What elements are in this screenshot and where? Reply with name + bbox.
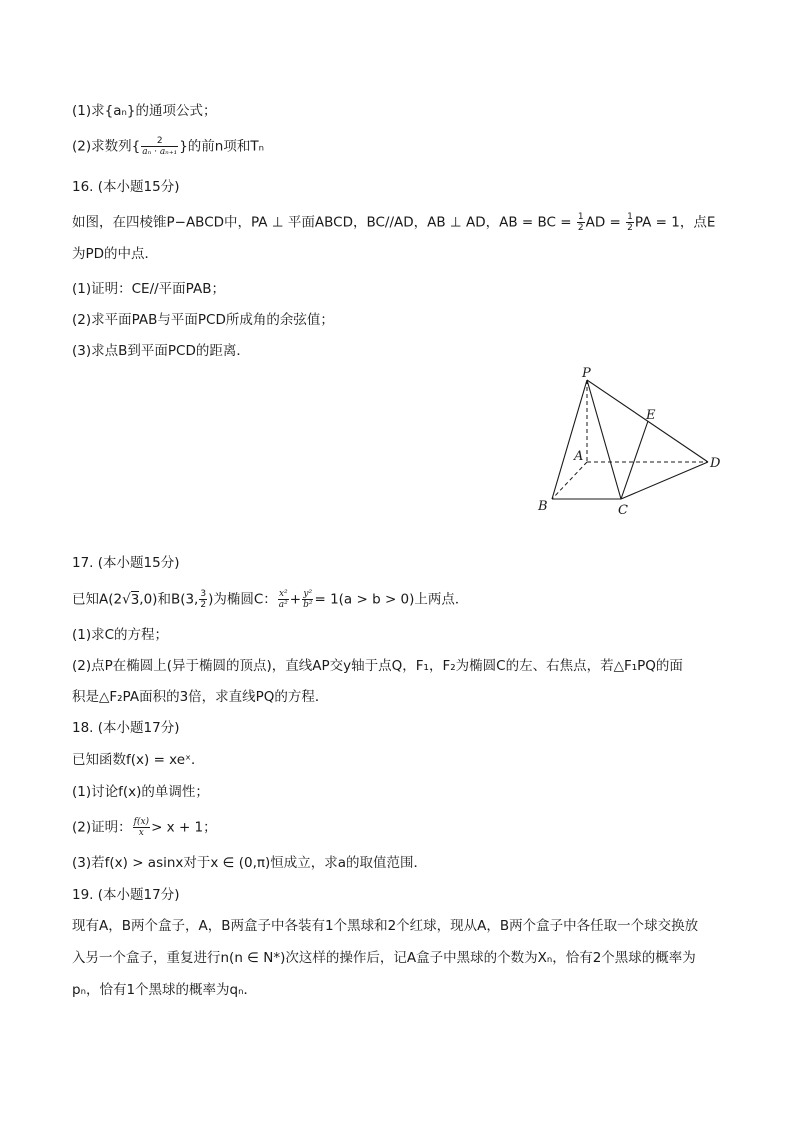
label-C: C bbox=[618, 503, 628, 518]
pyramid-figure bbox=[530, 362, 730, 522]
q18-stem: 已知函数f(x) = xeˣ． bbox=[72, 752, 205, 768]
q16-stem-c: PA = 1，点E bbox=[634, 214, 716, 231]
q16-frac2-num: 1 bbox=[627, 212, 633, 222]
label-P: P bbox=[582, 366, 591, 381]
label-E: E bbox=[646, 408, 656, 423]
q17-sqrt-value: 3 bbox=[130, 591, 140, 608]
q17-header: 17. (本小题15分) bbox=[72, 555, 180, 571]
q17-a2: a² bbox=[278, 600, 288, 610]
q17-part1: (1)求C的方程； bbox=[72, 627, 169, 643]
q15-frac-den: aₙ · aₙ₊₁ bbox=[142, 147, 178, 157]
q17-stem-a: 已知A(2 bbox=[72, 591, 123, 608]
q18-part2-post: > x + 1； bbox=[151, 819, 217, 836]
q15-part2-pre: (2)求数列{ bbox=[72, 138, 141, 155]
q16-stem-b: AD = bbox=[585, 214, 626, 231]
q19-line1: 现有A，B两个盒子，A，B两盒子中各装有1个黑球和2个红球，现从A，B两个盒子中各任取一个球交换放 bbox=[72, 918, 699, 934]
q18-part1: (1)讨论f(x)的单调性； bbox=[72, 784, 209, 800]
sqrt-sign: √ bbox=[122, 591, 131, 608]
q17-stem-c: )为椭圆C： bbox=[208, 591, 277, 608]
q16-frac-1 bbox=[577, 212, 585, 233]
q17-stem-d: = 1(a > b > 0)上两点． bbox=[314, 591, 469, 608]
q18-frac-den: x bbox=[138, 828, 144, 838]
q17-frac-den: 2 bbox=[200, 600, 207, 610]
q16-part3: (3)求点B到平面PCD的距离． bbox=[72, 343, 250, 359]
q17-frac-y bbox=[302, 589, 313, 610]
q16-stem-line1 bbox=[72, 212, 715, 233]
q15-part2-post: }的前n项和Tₙ bbox=[179, 138, 264, 155]
q15-part2-fraction bbox=[141, 136, 178, 157]
segment-CE bbox=[621, 421, 648, 499]
q17-plus: + bbox=[289, 591, 302, 608]
q17-frac-point bbox=[199, 589, 207, 610]
edge-PC bbox=[587, 380, 621, 499]
q18-frac-num: f(x) bbox=[133, 817, 150, 827]
q19-line3: pₙ，恰有1个黑球的概率为qₙ． bbox=[72, 982, 257, 998]
label-A: A bbox=[574, 449, 584, 464]
q16-frac-2 bbox=[626, 212, 634, 233]
q17-stem bbox=[72, 589, 468, 610]
q15-part2 bbox=[72, 136, 264, 157]
q17-part2-line1: (2)点P在椭圆上(异于椭圆的顶点)，直线AP交y轴于点Q，F₁，F₂为椭圆C的左、右焦点，若△F₁PQ的面 bbox=[72, 658, 683, 674]
q18-part2 bbox=[72, 817, 217, 838]
q18-part2-fraction bbox=[133, 817, 150, 838]
q18-part2-pre: (2)证明： bbox=[72, 819, 132, 836]
label-D: D bbox=[710, 456, 721, 471]
q17-stem-b: ,0)和B(3, bbox=[139, 591, 199, 608]
q15-frac-num: 2 bbox=[141, 136, 178, 147]
q17-frac-x bbox=[278, 589, 289, 610]
q16-frac1-den: 2 bbox=[577, 223, 584, 233]
q19-header: 19. (本小题17分) bbox=[72, 887, 180, 903]
q16-frac2-den: 2 bbox=[627, 223, 633, 233]
q16-part1: (1)证明：CE//平面PAB； bbox=[72, 281, 225, 297]
q18-part3: (3)若f(x) > asinx对于x ∈ (0,π)恒成立，求a的取值范围． bbox=[72, 855, 428, 871]
q16-stem-a: 如图，在四棱锥P−ABCD中，PA ⊥ 平面ABCD，BC//AD，AB ⊥ AD，AB = BC = bbox=[72, 214, 576, 231]
q16-part2: (2)求平面PAB与平面PCD所成角的余弦值； bbox=[72, 312, 334, 328]
q17-part2-line2: 积是△F₂PA面积的3倍，求直线PQ的方程． bbox=[72, 689, 329, 705]
q17-y2: y² bbox=[303, 589, 313, 599]
q15-part1: (1)求{aₙ}的通项公式； bbox=[72, 103, 217, 119]
label-B: B bbox=[538, 499, 548, 514]
q17-b2: b² bbox=[303, 600, 313, 610]
edge-PB bbox=[552, 380, 587, 499]
q16-header: 16. (本小题15分) bbox=[72, 179, 180, 195]
q19-line2: 入另一个盒子，重复进行n(n ∈ N*)次这样的操作后，记A盒子中黑球的个数为Xₙ，恰有2个黑球的概率为 bbox=[72, 950, 696, 966]
q16-frac1-num: 1 bbox=[577, 212, 584, 222]
q17-frac-num: 3 bbox=[200, 589, 207, 599]
edge-CD bbox=[621, 462, 708, 499]
q17-x2: x² bbox=[278, 589, 288, 599]
q18-header: 18. (本小题17分) bbox=[72, 720, 180, 736]
q16-stem-line2: 为PD的中点． bbox=[72, 246, 159, 262]
